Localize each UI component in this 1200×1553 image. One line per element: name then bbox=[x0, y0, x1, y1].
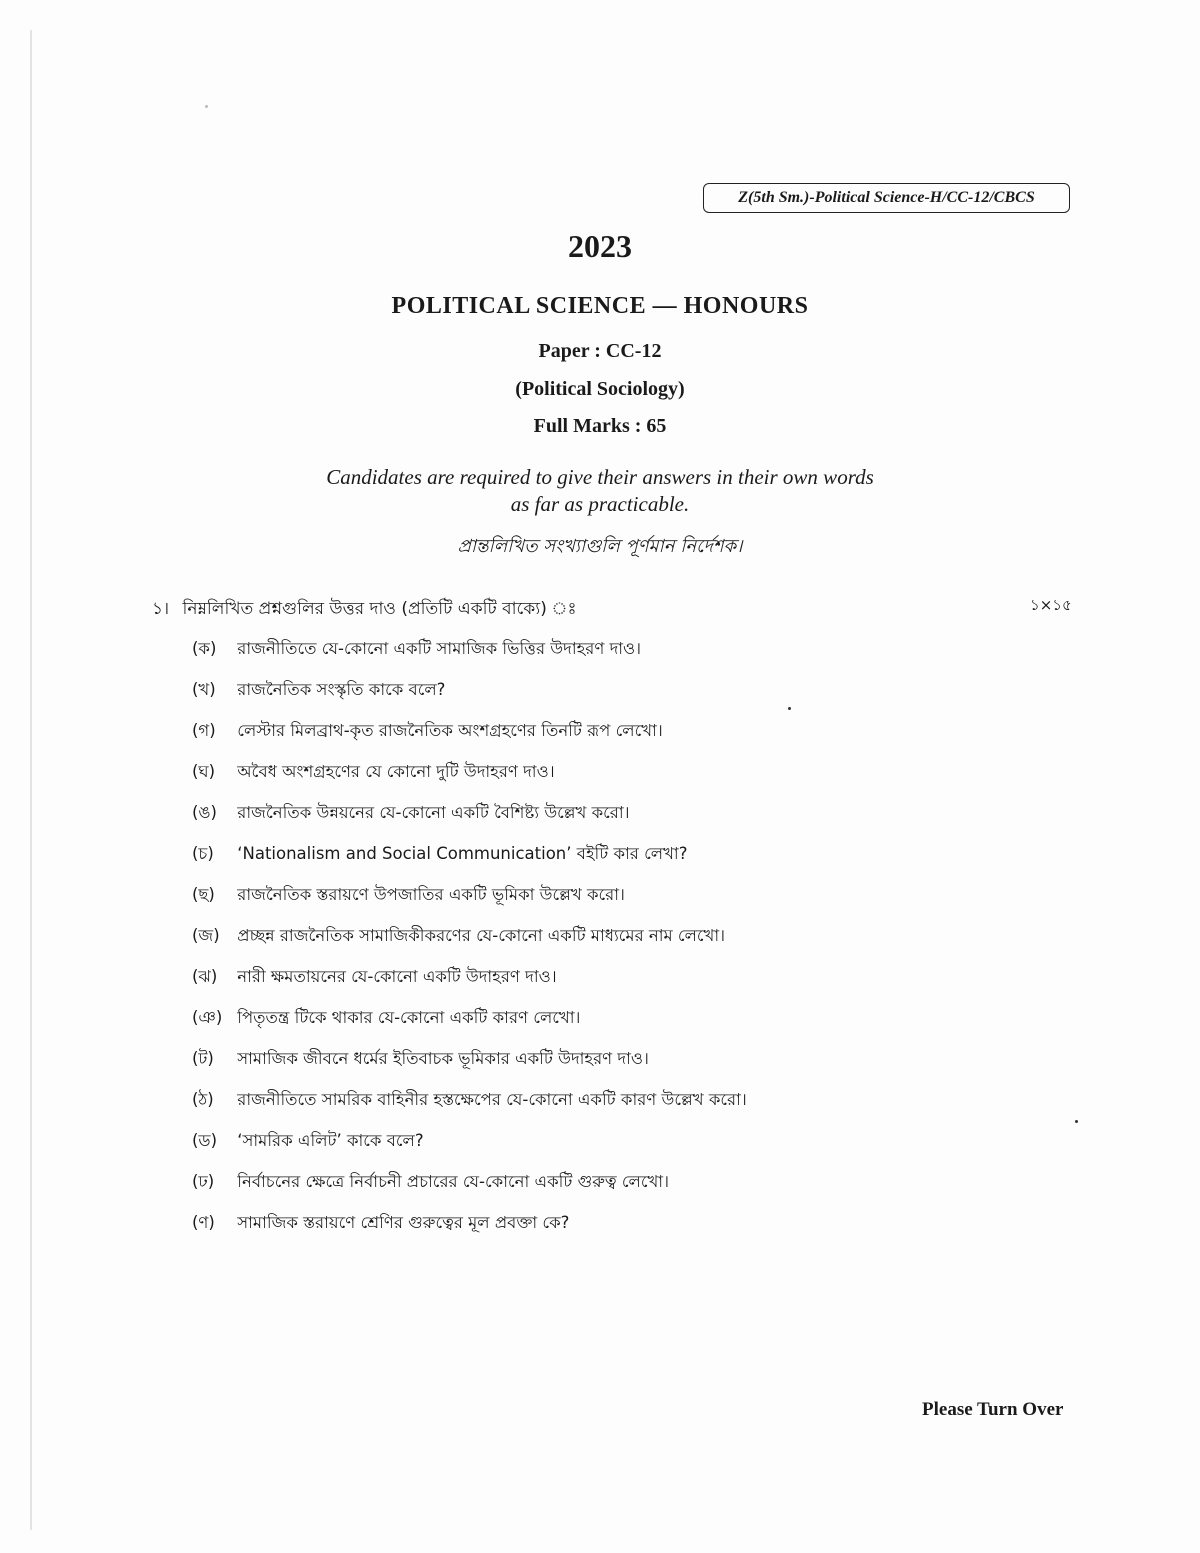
scan-speck bbox=[205, 105, 208, 108]
sub-question-text: রাজনীতিতে সামরিক বাহিনীর হস্তক্ষেপের যে-কোনো একটি কারণ উল্লেখ করো। bbox=[237, 1090, 747, 1109]
sub-question-label: (ঠ) bbox=[192, 1090, 214, 1109]
sub-question-text: রাজনৈতিক সংস্কৃতি কাকে বলে? bbox=[237, 680, 446, 699]
instruction-english-line2: as far as practicable. bbox=[510, 492, 690, 516]
sub-question bbox=[192, 924, 747, 965]
sub-question bbox=[192, 719, 747, 760]
sub-question-label: (ঘ) bbox=[192, 762, 216, 781]
sub-question-text: ‘Nationalism and Social Communication’ বইটি কার লেখা? bbox=[237, 844, 688, 863]
sub-question bbox=[192, 1129, 747, 1170]
sub-question bbox=[192, 1170, 747, 1211]
sub-question bbox=[192, 1006, 747, 1047]
sub-question-text: প্রচ্ছন্ন রাজনৈতিক সামাজিকীকরণের যে-কোনো একটি মাধ্যমের নাম লেখো। bbox=[237, 926, 726, 945]
scan-speck bbox=[788, 707, 791, 710]
question-heading bbox=[152, 596, 577, 624]
sub-question-text: পিতৃতন্ত্র টিকে থাকার যে-কোনো একটি কারণ লেখো। bbox=[237, 1008, 581, 1027]
sub-question-text: রাজনৈতিক স্তরায়ণে উপজাতির একটি ভূমিকা উল্লেখ করো। bbox=[237, 885, 625, 904]
sub-question-text: নির্বাচনের ক্ষেত্রে নির্বাচনী প্রচারের যে-কোনো একটি গুরুত্ব লেখো। bbox=[237, 1172, 669, 1191]
sub-question-text: সামাজিক জীবনে ধর্মের ইতিবাচক ভূমিকার একটি উদাহরণ দাও। bbox=[237, 1049, 649, 1068]
paper-number: Paper : CC-12 bbox=[538, 340, 662, 362]
sub-question-label: (ড) bbox=[192, 1131, 218, 1150]
sub-question-text: ‘সামরিক এলিট’ কাকে বলে? bbox=[237, 1131, 424, 1150]
sub-question-text: লেস্টার মিলব্রাথ-কৃত রাজনৈতিক অংশগ্রহণের তিনটি রূপ লেখো। bbox=[237, 721, 663, 740]
sub-question-text: রাজনীতিতে যে-কোনো একটি সামাজিক ভিত্তির উদাহরণ দাও। bbox=[237, 639, 642, 658]
sub-question-text: সামাজিক স্তরায়ণে শ্রেণির গুরুত্বের মূল প্রবক্তা কে? bbox=[237, 1213, 570, 1232]
question-marks: ১×১৫ bbox=[1030, 596, 1072, 614]
sub-question-label: (চ) bbox=[192, 844, 214, 863]
sub-question-label: (ঙ) bbox=[192, 803, 217, 822]
question-text: নিম্নলিখিত প্রশ্নগুলির উত্তর দাও (প্রতিটি একটি বাক্যে) ঃ bbox=[182, 599, 577, 619]
sub-question-text: নারী ক্ষমতায়নের যে-কোনো একটি উদাহরণ দাও। bbox=[237, 967, 557, 986]
sub-question bbox=[192, 842, 747, 883]
sub-question-text: অবৈধ অংশগ্রহণের যে কোনো দুটি উদাহরণ দাও। bbox=[237, 762, 555, 781]
sub-question bbox=[192, 637, 747, 678]
paper-code-box: Z(5th Sm.)-Political Science-H/CC-12/CBCS bbox=[703, 183, 1070, 213]
sub-question-label: (জ) bbox=[192, 926, 220, 945]
subject-title: POLITICAL SCIENCE — HONOURS bbox=[391, 293, 809, 319]
full-marks: Full Marks : 65 bbox=[533, 415, 667, 437]
sub-question bbox=[192, 883, 747, 924]
sub-question-label: (গ) bbox=[192, 721, 216, 740]
please-turn-over: Please Turn Over bbox=[922, 1399, 1064, 1420]
sub-question bbox=[192, 965, 747, 1006]
sub-question-label: (ঢ) bbox=[192, 1172, 215, 1191]
sub-question-list bbox=[192, 637, 747, 1252]
sub-question-label: (ঝ) bbox=[192, 967, 218, 986]
instruction-bengali: প্রান্তলিখিত সংখ্যাগুলি পূর্ণমান নির্দেশক। bbox=[457, 536, 743, 557]
scan-speck bbox=[1075, 1120, 1078, 1123]
sub-question-label: (ঞ) bbox=[192, 1008, 223, 1027]
exam-year: 2023 bbox=[568, 228, 632, 264]
paper-title: (Political Sociology) bbox=[515, 378, 685, 400]
instruction-english-line1: Candidates are required to give their answers in their own words bbox=[326, 465, 874, 489]
sub-question bbox=[192, 1088, 747, 1129]
sub-question bbox=[192, 1047, 747, 1088]
sub-question-label: (ণ) bbox=[192, 1213, 215, 1232]
sub-question-label: (ছ) bbox=[192, 885, 215, 904]
sub-question bbox=[192, 801, 747, 842]
sub-question bbox=[192, 760, 747, 801]
question-number: ১। bbox=[152, 599, 170, 619]
sub-question bbox=[192, 678, 747, 719]
sub-question-label: (ক) bbox=[192, 639, 217, 658]
sub-question-label: (খ) bbox=[192, 680, 216, 699]
sub-question-text: রাজনৈতিক উন্নয়নের যে-কোনো একটি বৈশিষ্ট্য উল্লেখ করো। bbox=[237, 803, 630, 822]
sub-question bbox=[192, 1211, 747, 1252]
sub-question-label: (ট) bbox=[192, 1049, 214, 1068]
